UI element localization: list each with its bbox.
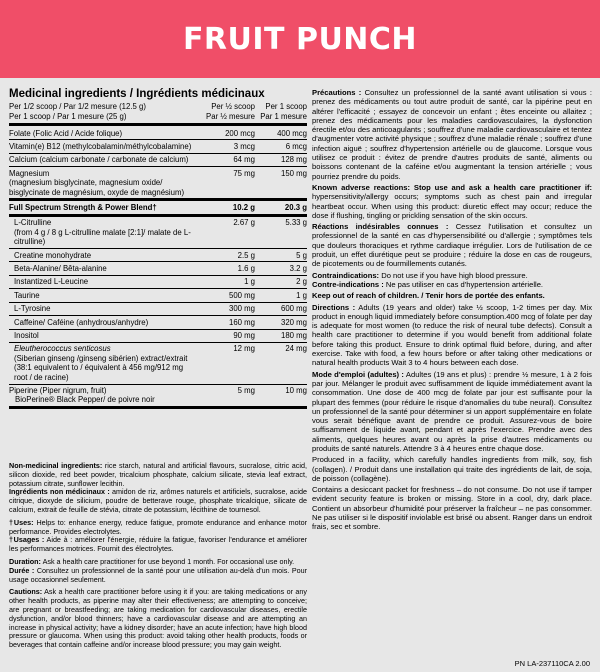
- table-row: Folate (Folic Acid / Acide folique) 200 mcg 400 mcg: [9, 127, 307, 140]
- table-row: Vitamin(e) B12 (methylcobalamin/méthylcobalamine) 3 mcg 6 mcg: [9, 140, 307, 153]
- product-flavour-title: FRUIT PUNCH: [182, 22, 418, 57]
- cautions: Cautions: Ask a health care practitioner before using it if you: are taking medications or any other health products, as piperine may alter their effectiveness; are attempting to conceive; are pregnant or breastfeeding; are taking medication for cardiovascular diseases, erectile dysfunction, and/or blood thinners; have a cardiovascular disease and are attempting an increase in physical activity; have a kidney disorder; have an acute infection; have high blood pressure or glaucoma. When using this product: avoid taking other health products, foods or beverages that contain caffeine and/or increase blood pressure; you may gain weight.: [9, 587, 307, 650]
- part-number: PN LA-237110CA 2.00: [514, 659, 590, 668]
- col-one-fr: Par 1 mesure: [260, 111, 307, 121]
- mode-emploi: Mode d'emploi (adultes) : Adultes (19 ans et plus) : prendre ½ mesure, 1 à 2 fois par jour. Mélanger le produit avec suffisamment de liquide immédiatement avant la consommation. Une dose de 400 mcg de folate par jour est suffisante pour la plupart des femmes (pour réduire le risque d'anomalies du tube neural). Consultez un professionnel de la santé pour déterminer si un apport supplémentaire en folate vous serait bénéfique avant de prendre ce produit. Assurez-vous de boire suffisamment de liquide avant, pendant et après l'exercice. Prendre avec des aliments, quelques heures avant ou après la prise d'autres médicaments ou produits de santé naturels. Attendre 3 à 4 heures entre chaque dose.: [312, 369, 592, 453]
- table-row: Inositol 90 mg 180 mg: [9, 330, 307, 343]
- title-banner: [0, 0, 600, 78]
- serving-header: [9, 102, 307, 121]
- serving-one-label: Per 1 scoop / Par 1 mesure (25 g): [9, 111, 127, 121]
- col-one-en: Per 1 scoop: [265, 102, 307, 111]
- uses: †Uses: Helps to: enhance energy, reduce fatigue, promote endurance and enhance motor performance. Provides electrolytes. †Usages : Aide à : améliorer l'énergie, réduire la fatigue, favoriser l'endurance et améliorer les performances motrices. Fournit des électrolytes.: [9, 517, 307, 554]
- duration: Duration: Ask a health care practitioner for use beyond 1 month. For occasional use only. Durée : Consultez un professionnel de la santé pour une utilisation au-delà d'un mois. Pour usage occasionnel seulement.: [9, 556, 308, 584]
- table-heading: Medicinal ingredients / Ingrédients médicinaux: [9, 88, 265, 100]
- directions: Directions : Adults (19 years and older) take ½ scoop, 1-2 times per day. Mix product in enough liquid immediately before consumption.400 mcg of folate per day is adequate for most women (to reduce the risk of neural tube defects). Consult a health care practitioner to determine if you would benefit from additional folate before taking this product. Ensure to drink optimal fluid before, during, and after exercise. Take with food, a few hours before or after taking other medications or natural health products Wait 3 to 4 hours between each dose.: [312, 302, 592, 368]
- col-half-en: Per ½ scoop: [211, 102, 255, 111]
- adverse-fr: Réactions indésirables connues : Cessez l'utilisation et consultez un professionnel de la santé en cas d'hypersensibilité ou d'allergie ; symptômes tels que douleurs thoraciques et rythme cardiaque irrégulier. Lors de l'utilisation de ce produit, un effet diurétique peut se produire ; réduire la dose en cas de rougeurs, de picotements ou de fourmillements cutanés.: [312, 222, 592, 269]
- table-row-eleuthero: Eleutherococcus senticosus (Siberian ginseng /ginseng sibérien) extract/extrait (38:1 equivalent to / équivalent à 456 mg/912 mg root / de racine) 12 mg 24 mg: [9, 343, 307, 385]
- adverse-en: Known adverse reactions: Stop use and ask a health care practitioner if: hypersensitivity/allergy occurs; symptoms such as chest pain and irregular heartbeat occur. When using this product: diuretic effect may occur; reduce the dose if flushing, tingling or prickling sensation of the skin occurs.: [312, 182, 592, 220]
- col-half-fr: Par ½ mesure: [206, 111, 255, 121]
- serving-half-label: Per 1/2 scoop / Par 1/2 mesure (12.5 g): [9, 102, 146, 111]
- ingredients-table: [9, 88, 307, 409]
- desiccant-note: Contains a desiccant packet for freshness – do not consume. Do not use if tamper evident security feature is broken or missing. Store in a cool, dry, dark place. Contient un absorbeur d'humidité pour préserver la fraîcheur – ne pas consommer. Ne pas utiliser si le dispositif inviolable est brisé ou absent. Ranger dans un endroit frais, sec et sombre.: [312, 485, 592, 532]
- table-row: Calcium (calcium carbonate / carbonate de calcium) 64 mg 128 mg: [9, 154, 307, 167]
- precautions: Précautions : Consultez un professionnel de la santé avant utilisation si vous : prenez des médicaments ou tout autre produit de santé, car la pipérine peut en altérer l'efficacité ; essayez de concevoir un enfant ; êtes enceinte ou allaitez ; prenez des médicaments pour les maladies cardiovasculaires, la dysfonction érectile et/ou des anticoagulants ; souffrez d'une maladie cardiovasculaire et tentez d'augmenter votre activité physique ; souffrez d'une maladie rénale ; souffrez d'une infection aiguë ; souffrez d'hypertension artérielle ou de glaucome. Lorsque vous utilisez ce produit : évitez de prendre d'autres produits de santé, aliments ou boissons contenant de la caféine et/ou augmentant la tension artérielle ; vous pourriez prendre du poids.: [312, 88, 592, 181]
- table-row-blend: Full Spectrum Strength & Power Blend† 10.2 g 20.3 g: [9, 201, 307, 216]
- contraindications: Contraindications: Do not use if you have high blood pressure. Contre-indications : Ne pas utiliser en cas d'hypertension artérielle.: [312, 270, 544, 289]
- table-row: Beta-Alanine/ Bêta-alanine 1.6 g 3.2 g: [9, 262, 307, 275]
- table-row-piperine: Piperine (Piper nigrum, fruit) BioPerine® Black Pepper/ de poivre noir 5 mg 10 mg: [9, 385, 307, 410]
- table-row-magnesium: Magnesium (magnesium bisglycinate, magnesium oxide/ bisglycinate de magnésium, oxyde de magnésium) 75 mg 150 mg: [9, 167, 307, 201]
- facility-note: Produced in a facility, which carefully handles ingredients from milk, soy, fish (collagen). / Produit dans une installation qui traite des ingrédients de lait, de soja, de poisson (collagène).: [312, 455, 592, 483]
- left-notes: [9, 462, 307, 654]
- table-row: L-Tyrosine 300 mg 600 mg: [9, 303, 307, 316]
- right-notes: [312, 88, 592, 534]
- table-row: Caffeine/ Caféine (anhydrous/anhydre) 160 mg 320 mg: [9, 316, 307, 329]
- table-row: Taurine 500 mg 1 g: [9, 289, 307, 302]
- table-row-citrulline: L-Citrulline (from 4 g / 8 g L-citrulline malate [2:1]/ malate de L-citrulline) 2.67 g 5.33 g: [9, 217, 307, 249]
- keep-out: Keep out of reach of children. / Tenir hors de portée des enfants.: [312, 291, 545, 301]
- table-row: Instantized L-Leucine 1 g 2 g: [9, 276, 307, 289]
- nonmed-en: Non-medicinal ingredients: rice starch, natural and artificial flavours, sucralose, citric acid, silicon dioxide, red beet powder, tricalcium phosphate, calcium silicate, stevia leaf extract, potassium citrate, sunflower lecithin. Ingrédients non médicinaux : amidon de riz, arômes naturels et artificiels, sucralose, acide citrique, dioxyde de silicium, poudre de betterave rouge, phosphate tricalcique, silicate de calcium, extrait de feuille de stévia, citrate de potassium, lécithine de tournesol.: [9, 461, 307, 514]
- divider: [9, 123, 307, 126]
- table-row: Creatine monohydrate 2.5 g 5 g: [9, 249, 307, 262]
